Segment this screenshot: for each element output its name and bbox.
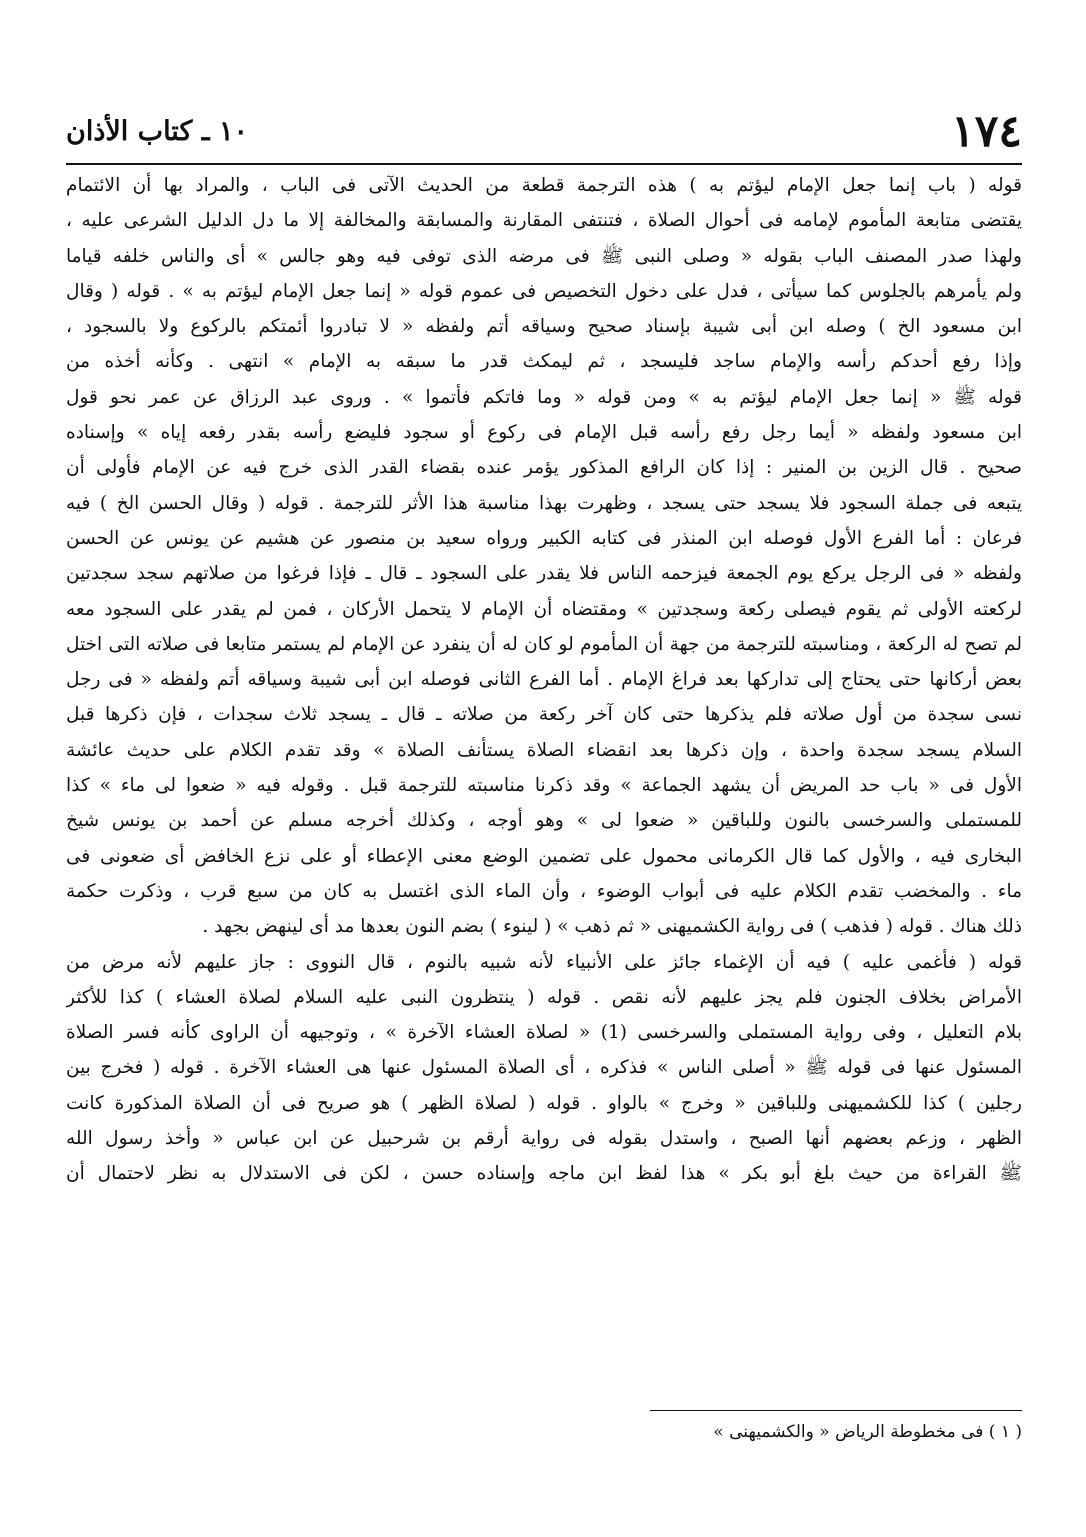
text-line: فرعان : أما الفرع الأول فوصله ابن المنذر فى كتابه الكبير ورواه سعيد بن منصور عن هشيم عن يونس عن الحسن <box>66 527 1022 549</box>
text-line: الأمراض بخلاف الجنون فلم يجز عليهم لأنه نقص . قوله ( ينتظرون النبى عليه السلام لصلاة العشاء ) كذا للأكثر <box>66 986 1022 1008</box>
text-line: بلام التعليل ، وفى رواية المستملى والسرخسى (1) « لصلاة العشاء الآخرة » ، وتوجيهه أن الراوى كأنه فسر الصلاة <box>66 1022 1022 1044</box>
text-line: رجلين ) كذا للكشميهنى وللباقين « وخرج » بالواو . قوله ( لصلاة الظهر ) هو صريح فى أن الصلاة المذكورة كانت <box>66 1092 1022 1114</box>
text-line: صحيح . قال الزين بن المنير : إذا كان الرافع المذكور يؤمر عنده بقضاء القدر الذى خرج فيه عن الإمام فأولى أن <box>66 457 1022 479</box>
footnote-divider <box>650 1410 1022 1411</box>
text-line: لم تصح له الركعة ، ومناسبته للترجمة من جهة أن المأموم لو كان له أن ينفرد عن الإمام لم يستمر متابعا فى صلاته التى اختل <box>66 633 1022 655</box>
text-line: وإذا رفع أحدكم رأسه والإمام ساجد فليسجد ، ثم ليمكث قدر ما سبقه به الإمام » انتهى . وكأنه أخذه من <box>66 351 1022 373</box>
text-line: ابن مسعود ولفظه « أيما رجل رفع رأسه قبل الإمام فى ركوع أو سجود فليضع رأسه بقدر رفعه إياه » وإسناده <box>66 422 1022 444</box>
text-line: للمستملى والسرخسى بالنون وللباقين « ضعوا لى » وهو أوجه ، وكذلك أخرجه مسلم عن أحمد بن يونس شيخ <box>66 810 1022 832</box>
page-number: ١٧٤ <box>951 106 1022 157</box>
text-line: قوله ( فأغمى عليه ) فيه أن الإغماء جائز على الأنبياء لأنه شبيه بالنوم ، قال النووى : جاز عليهم لأنه مرض من <box>66 951 1022 973</box>
text-line: ماء . والمخضب تقدم الكلام عليه فى أبواب الوضوء ، وأن الماء الذى اغتسل به كان من سبع قرب ، وذكرت حكمة <box>66 880 1022 902</box>
text-line: ﷺ القراءة من حيث بلغ أبو بكر » هذا لفظ ابن ماجه وإسناده حسن ، لكن فى الاستدلال به نظر لاحتمال أن <box>66 1163 1022 1185</box>
text-line: ولفظه « فى الرجل يركع يوم الجمعة فيزحمه الناس فلا يقدر على السجود ـ قال ـ فإذا فرغوا من صلاتهم سجد سجدتين <box>66 563 1022 585</box>
text-line: بعض أركانها حتى يحتاج إلى تداركها بعد فراغ الإمام . أما الفرع الثانى فوصله ابن أبى شيبة وسياقه أتم ولفظه « فى رجل <box>66 669 1022 691</box>
text-line: الأول فى « باب حد المريض أن يشهد الجماعة » وقد ذكرنا مناسبته للترجمة قبل . وقوله فيه « ضعوا لى ماء » كذا <box>66 775 1022 797</box>
header-divider <box>66 163 1022 165</box>
commentary-body <box>66 168 1022 1192</box>
text-line: ولم يأمرهم بالجلوس كما سيأتى ، فدل على دخول التخصيص فى عموم قوله « إنما جعل الإمام ليؤتم به » . قوله ( وقال <box>66 280 1022 302</box>
text-line: المسئول عنها فى قوله ﷺ « أصلى الناس » فذكره ، أى الصلاة المسئول عنها هى العشاء الآخرة . قوله ( فخرج بين <box>66 1057 1022 1079</box>
text-line: السلام يسجد سجدة واحدة ، وإن ذكرها بعد انقضاء الصلاة يستأنف الصلاة » وقد تقدم الكلام على حديث عائشة <box>66 739 1022 761</box>
text-line: ذلك هناك . قوله ( فذهب ) فى رواية الكشميهنى « ثم ذهب » ( لينوء ) بضم النون بعدها مد أى لينهض بجهد . <box>202 916 1022 938</box>
text-line: ابن مسعود الخ ) وصله ابن أبى شيبة بإسناد صحيح وسياقه أتم ولفظه « لا تبادروا أئمتكم بالركوع ولا بالسجود ، <box>66 316 1022 338</box>
page-header <box>66 104 1022 164</box>
running-head: ١٠ ـ كتاب الأذان <box>66 116 249 147</box>
text-line: البخارى فيه ، والأول كما قال الكرمانى محمول على تضمين الوضع معنى الإعطاء أو على نزع الخافض أى ضعونى فى <box>66 845 1022 867</box>
text-line: قوله ﷺ « إنما جعل الإمام ليؤتم به » ومن قوله « وما فاتكم فأتموا » . وروى عبد الرزاق عن عمر نحو قول <box>66 386 1022 408</box>
text-line: قوله ( باب إنما جعل الإمام ليؤتم به ) هذه الترجمة قطعة من الحديث الآتى فى الباب ، والمراد بها أن الائتمام <box>66 175 1022 196</box>
text-line: يقتضى متابعة المأموم لإمامه فى أحوال الصلاة ، فتنتفى المقارنة والمسابقة والمخالفة إلا ما دل الدليل الشرعى عليه ، <box>66 210 1022 232</box>
text-line: يتبعه فى جملة السجود فلا يسجد حتى يسجد ، وظهرت بهذا مناسبة هذا الأثر للترجمة . قوله ( وقال الحسن الخ ) فيه <box>66 492 1022 514</box>
footnote: ( ١ ) فى مخطوطة الرياض « والكشميهنى » <box>713 1422 1022 1442</box>
text-line: لركعته الأولى ثم يقوم فيصلى ركعة وسجدتين » ومقتضاه أن الإمام لا يتحمل الأركان ، فمن لم يقدر على السجود معه <box>66 598 1022 620</box>
text-line: نسى سجدة من أول صلاته فلم يذكرها حتى كان آخر ركعة من صلاته ـ قال ـ يسجد ثلاث سجدات ، فإن ذكرها قبل <box>66 704 1022 726</box>
text-line: ولهذا صدر المصنف الباب بقوله « وصلى النبى ﷺ فى مرضه الذى توفى فيه وهو جالس » أى والناس خلفه قياما <box>66 245 1022 267</box>
text-line: الظهر ، وزعم بعضهم أنها الصبح ، واستدل بقوله فى رواية أرقم بن شرحبيل عن ابن عباس « وأخذ رسول الله <box>66 1128 1022 1150</box>
